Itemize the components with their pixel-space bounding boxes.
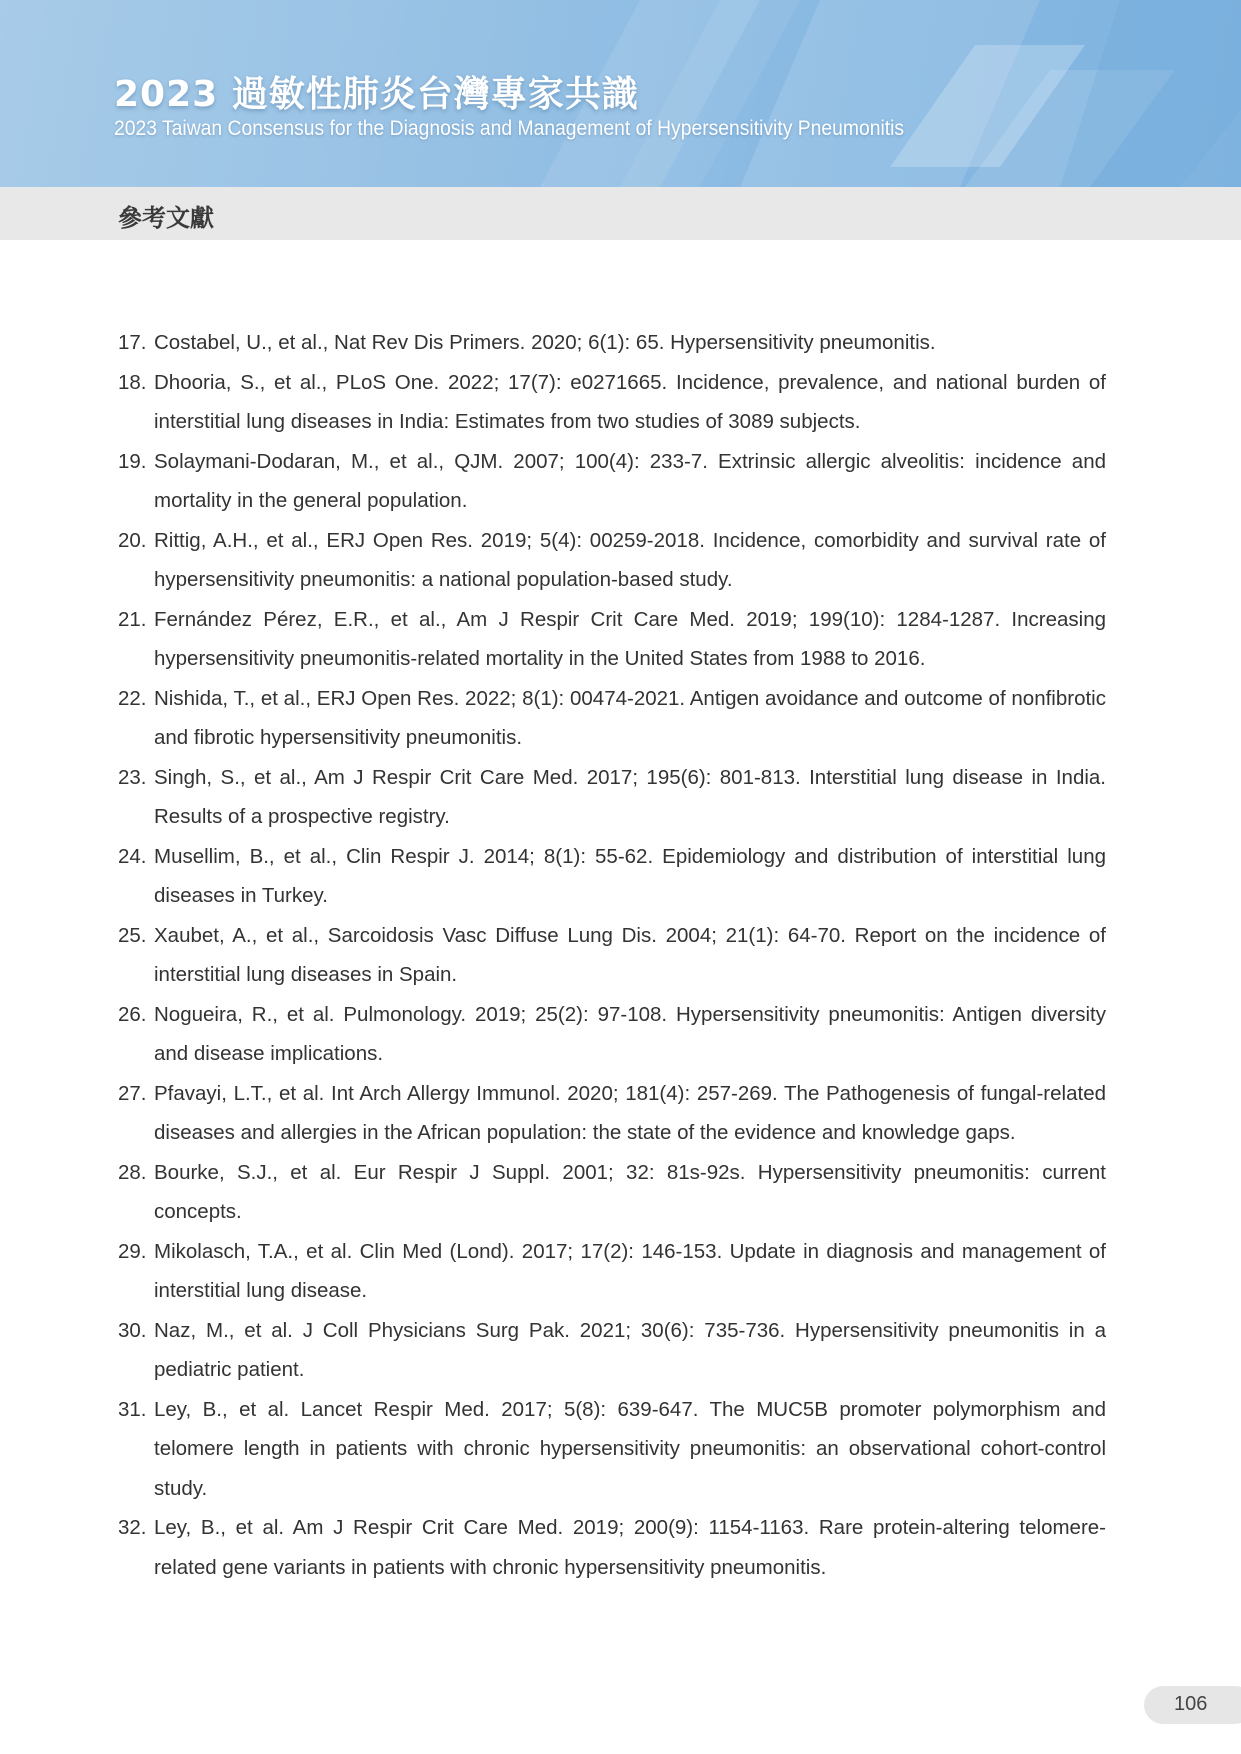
reference-text: Bourke, S.J., et al. Eur Respir J Suppl. 2001; 32: 81s-92s. Hypersensitivity pneumonitis: current concepts. xyxy=(154,1160,1106,1223)
reference-text: Rittig, A.H., et al., ERJ Open Res. 2019; 5(4): 00259-2018. Incidence, comorbidity and survival rate of hypersensitivity pneumonitis: a national population-based study. xyxy=(154,528,1106,591)
reference-text: Fernández Pérez, E.R., et al., Am J Respir Crit Care Med. 2019; 199(10): 1284-1287. Increasing hypersensitivity pneumonitis-related mortality in the United States from 1988 to 2016. xyxy=(154,607,1106,670)
reference-item xyxy=(118,837,1106,916)
reference-text: Costabel, U., et al., Nat Rev Dis Primers. 2020; 6(1): 65. Hypersensitivity pneumonitis. xyxy=(154,331,936,354)
reference-item xyxy=(118,363,1106,442)
document-title: 2023 過敏性肺炎台灣專家共識 xyxy=(114,74,639,115)
reference-number: 25. xyxy=(118,923,147,947)
reference-number: 27. xyxy=(118,1081,147,1105)
reference-item xyxy=(118,521,1106,600)
reference-text: Solaymani-Dodaran, M., et al., QJM. 2007; 100(4): 233-7. Extrinsic allergic alveolitis: incidence and mortality in the general population. xyxy=(154,449,1106,512)
reference-number: 30. xyxy=(118,1318,147,1342)
reference-item xyxy=(118,1390,1106,1509)
document-subtitle: 2023 Taiwan Consensus for the Diagnosis and Management of Hypersensitivity Pneumonitis xyxy=(114,117,905,140)
reference-number: 22. xyxy=(118,686,147,710)
reference-item xyxy=(118,916,1106,995)
reference-text: Nishida, T., et al., ERJ Open Res. 2022; 8(1): 00474-2021. Antigen avoidance and outcome of nonfibrotic and fibrotic hypersensitivity pneumonitis. xyxy=(154,686,1106,749)
reference-text: Xaubet, A., et al., Sarcoidosis Vasc Diffuse Lung Dis. 2004; 21(1): 64-70. Report on the incidence of interstitial lung diseases in Spain. xyxy=(154,923,1106,986)
section-title: 參考文獻 xyxy=(118,204,214,232)
reference-text: Musellim, B., et al., Clin Respir J. 2014; 8(1): 55-62. Epidemiology and distribution of interstitial lung diseases in Turkey. xyxy=(154,844,1106,907)
reference-item xyxy=(118,679,1106,758)
reference-item xyxy=(118,323,1106,363)
reference-number: 32. xyxy=(118,1516,147,1539)
reference-number: 26. xyxy=(118,1002,147,1026)
reference-text: Pfavayi, L.T., et al. Int Arch Allergy Immunol. 2020; 181(4): 257-269. The Pathogenesis of fungal-related diseases and allergies in the African population: the state of the evidence and knowledge gaps. xyxy=(154,1081,1106,1144)
reference-item xyxy=(118,442,1106,521)
reference-item xyxy=(118,1232,1106,1311)
reference-list xyxy=(118,323,1106,1587)
page-number: 106 xyxy=(1174,1693,1208,1715)
page-number-tab xyxy=(1144,1686,1241,1724)
reference-text: Ley, B., et al. Lancet Respir Med. 2017; 5(8): 639-647. The MUC5B promoter polymorphism and telomere length in patients with chronic hypersensitivity pneumonitis: an observational cohort-control study. xyxy=(154,1397,1106,1500)
reference-number: 18. xyxy=(118,370,147,394)
reference-number: 28. xyxy=(118,1160,147,1184)
header-banner xyxy=(0,0,1241,187)
reference-number: 19. xyxy=(118,449,147,473)
reference-text: Naz, M., et al. J Coll Physicians Surg Pak. 2021; 30(6): 735-736. Hypersensitivity pneumonitis in a pediatric patient. xyxy=(154,1318,1106,1381)
reference-text: Mikolasch, T.A., et al. Clin Med (Lond). 2017; 17(2): 146-153. Update in diagnosis and management of interstitial lung disease. xyxy=(154,1239,1106,1302)
reference-number: 23. xyxy=(118,765,147,789)
reference-text: Nogueira, R., et al. Pulmonology. 2019; 25(2): 97-108. Hypersensitivity pneumonitis: Antigen diversity and disease implications. xyxy=(154,1002,1106,1065)
reference-item xyxy=(118,758,1106,837)
reference-item xyxy=(118,995,1106,1074)
reference-number: 20. xyxy=(118,528,147,552)
reference-text: Ley, B., et al. Am J Respir Crit Care Med. 2019; 200(9): 1154-1163. Rare protein-altering telomere-related gene variants in patients with chronic hypersensitivity pneumonitis. xyxy=(154,1516,1106,1579)
reference-text: Singh, S., et al., Am J Respir Crit Care Med. 2017; 195(6): 801-813. Interstitial lung disease in India. Results of a prospective registry. xyxy=(154,765,1106,828)
reference-item xyxy=(118,1508,1106,1587)
reference-item xyxy=(118,1311,1106,1390)
reference-number: 29. xyxy=(118,1239,147,1263)
section-header-bar xyxy=(0,187,1241,240)
reference-item xyxy=(118,1074,1106,1153)
reference-text: Dhooria, S., et al., PLoS One. 2022; 17(7): e0271665. Incidence, prevalence, and national burden of interstitial lung diseases in India: Estimates from two studies of 3089 subjects. xyxy=(154,370,1106,433)
reference-number: 17. xyxy=(118,331,147,354)
reference-number: 24. xyxy=(118,844,147,868)
reference-item xyxy=(118,600,1106,679)
reference-item xyxy=(118,1153,1106,1232)
reference-number: 31. xyxy=(118,1397,147,1421)
reference-number: 21. xyxy=(118,607,147,631)
